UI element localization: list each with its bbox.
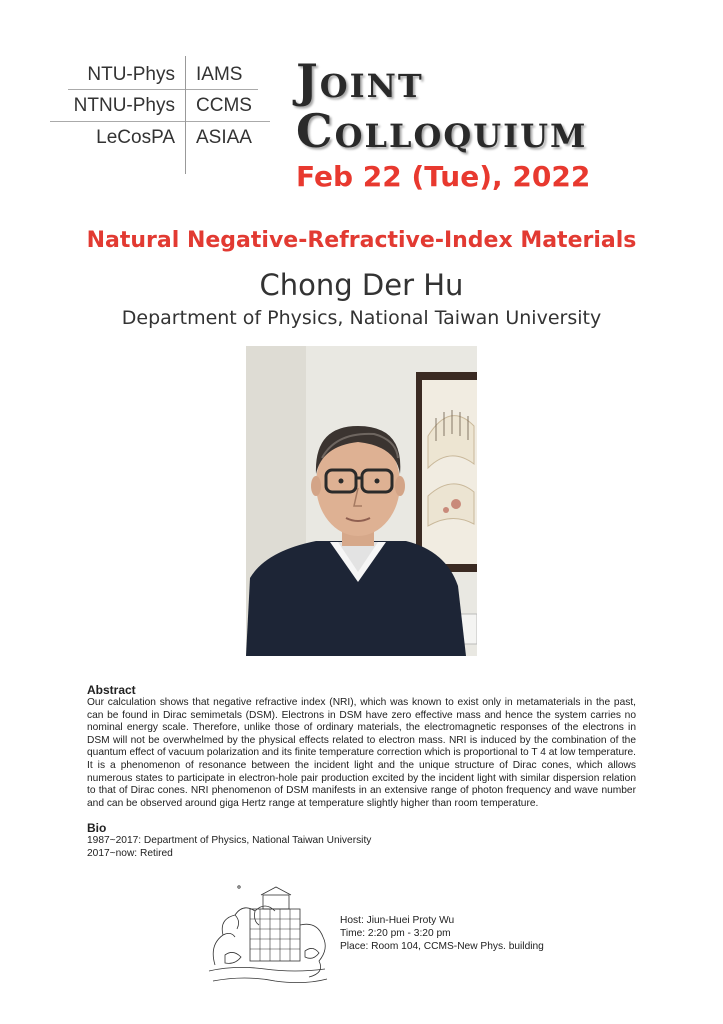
institution-ccms: CCMS [196, 95, 252, 116]
speaker-affiliation: Department of Physics, National Taiwan University [121, 307, 602, 329]
institution-asiaa: ASIAA [196, 127, 252, 148]
event-date: Feb 22 (Tue), 2022 [296, 160, 591, 193]
event-place: Place: Room 104, CCMS-New Phys. building [340, 941, 544, 952]
institution-ntu-phys: NTU-Phys [87, 64, 175, 85]
event-host: Host: Jiun-Huei Proty Wu [340, 915, 455, 926]
speaker-photo [246, 346, 477, 656]
talk-title: Natural Negative-Refractive-Index Materials [86, 228, 637, 253]
campus-building-sketch [205, 885, 330, 990]
institution-lecospa: LeCosPA [96, 127, 175, 148]
divider-line [50, 121, 270, 122]
divider-vertical [185, 56, 186, 174]
abstract-heading: Abstract [87, 683, 136, 697]
divider-line [68, 89, 258, 90]
institution-ntnu-phys: NTNU-Phys [73, 95, 175, 116]
speaker-name: Chong Der Hu [259, 268, 464, 302]
institution-iams: IAMS [196, 64, 243, 85]
bio-line: 2017~now: Retired [87, 848, 173, 859]
abstract-text: Our calculation shows that negative refractive index (NRI), which was known to exist only in metamaterials in the past, can be found in Dirac semimetals (DSM). Electrons in DSM have zero effective mass and hence the system carries no nominal energy scale. Therefore, unlike those of ordinary materials, the electromagnetic responses of the electrons in DSM will not be overwhelmed by the physical effects related to electron mass. NRI is induced by the combination of the quantum effect of vacuum polarization and its finite temperature correction which is proportional to T 4 at low temperature. It is a phenomenon of resonance between the incident light and the unique structure of Dirac cones, which allows numerous states to participate in electron-hole pair production excited by the incident light with similar dispersion relation to that of Dirac cones. NRI phenomenon of DSM manifests in an extensive range of photon frequency and wave number and can be observed around giga Hertz range at temperature slightly higher than room temperature. [87, 697, 636, 809]
event-time: Time: 2:20 pm - 3:20 pm [340, 928, 451, 939]
bio-line: 1987~2017: Department of Physics, National Taiwan University [87, 835, 372, 846]
bio-heading: Bio [87, 821, 107, 835]
colloquium-title-line1: Joint [296, 54, 424, 108]
colloquium-title-line2: Colloquium [296, 104, 588, 158]
